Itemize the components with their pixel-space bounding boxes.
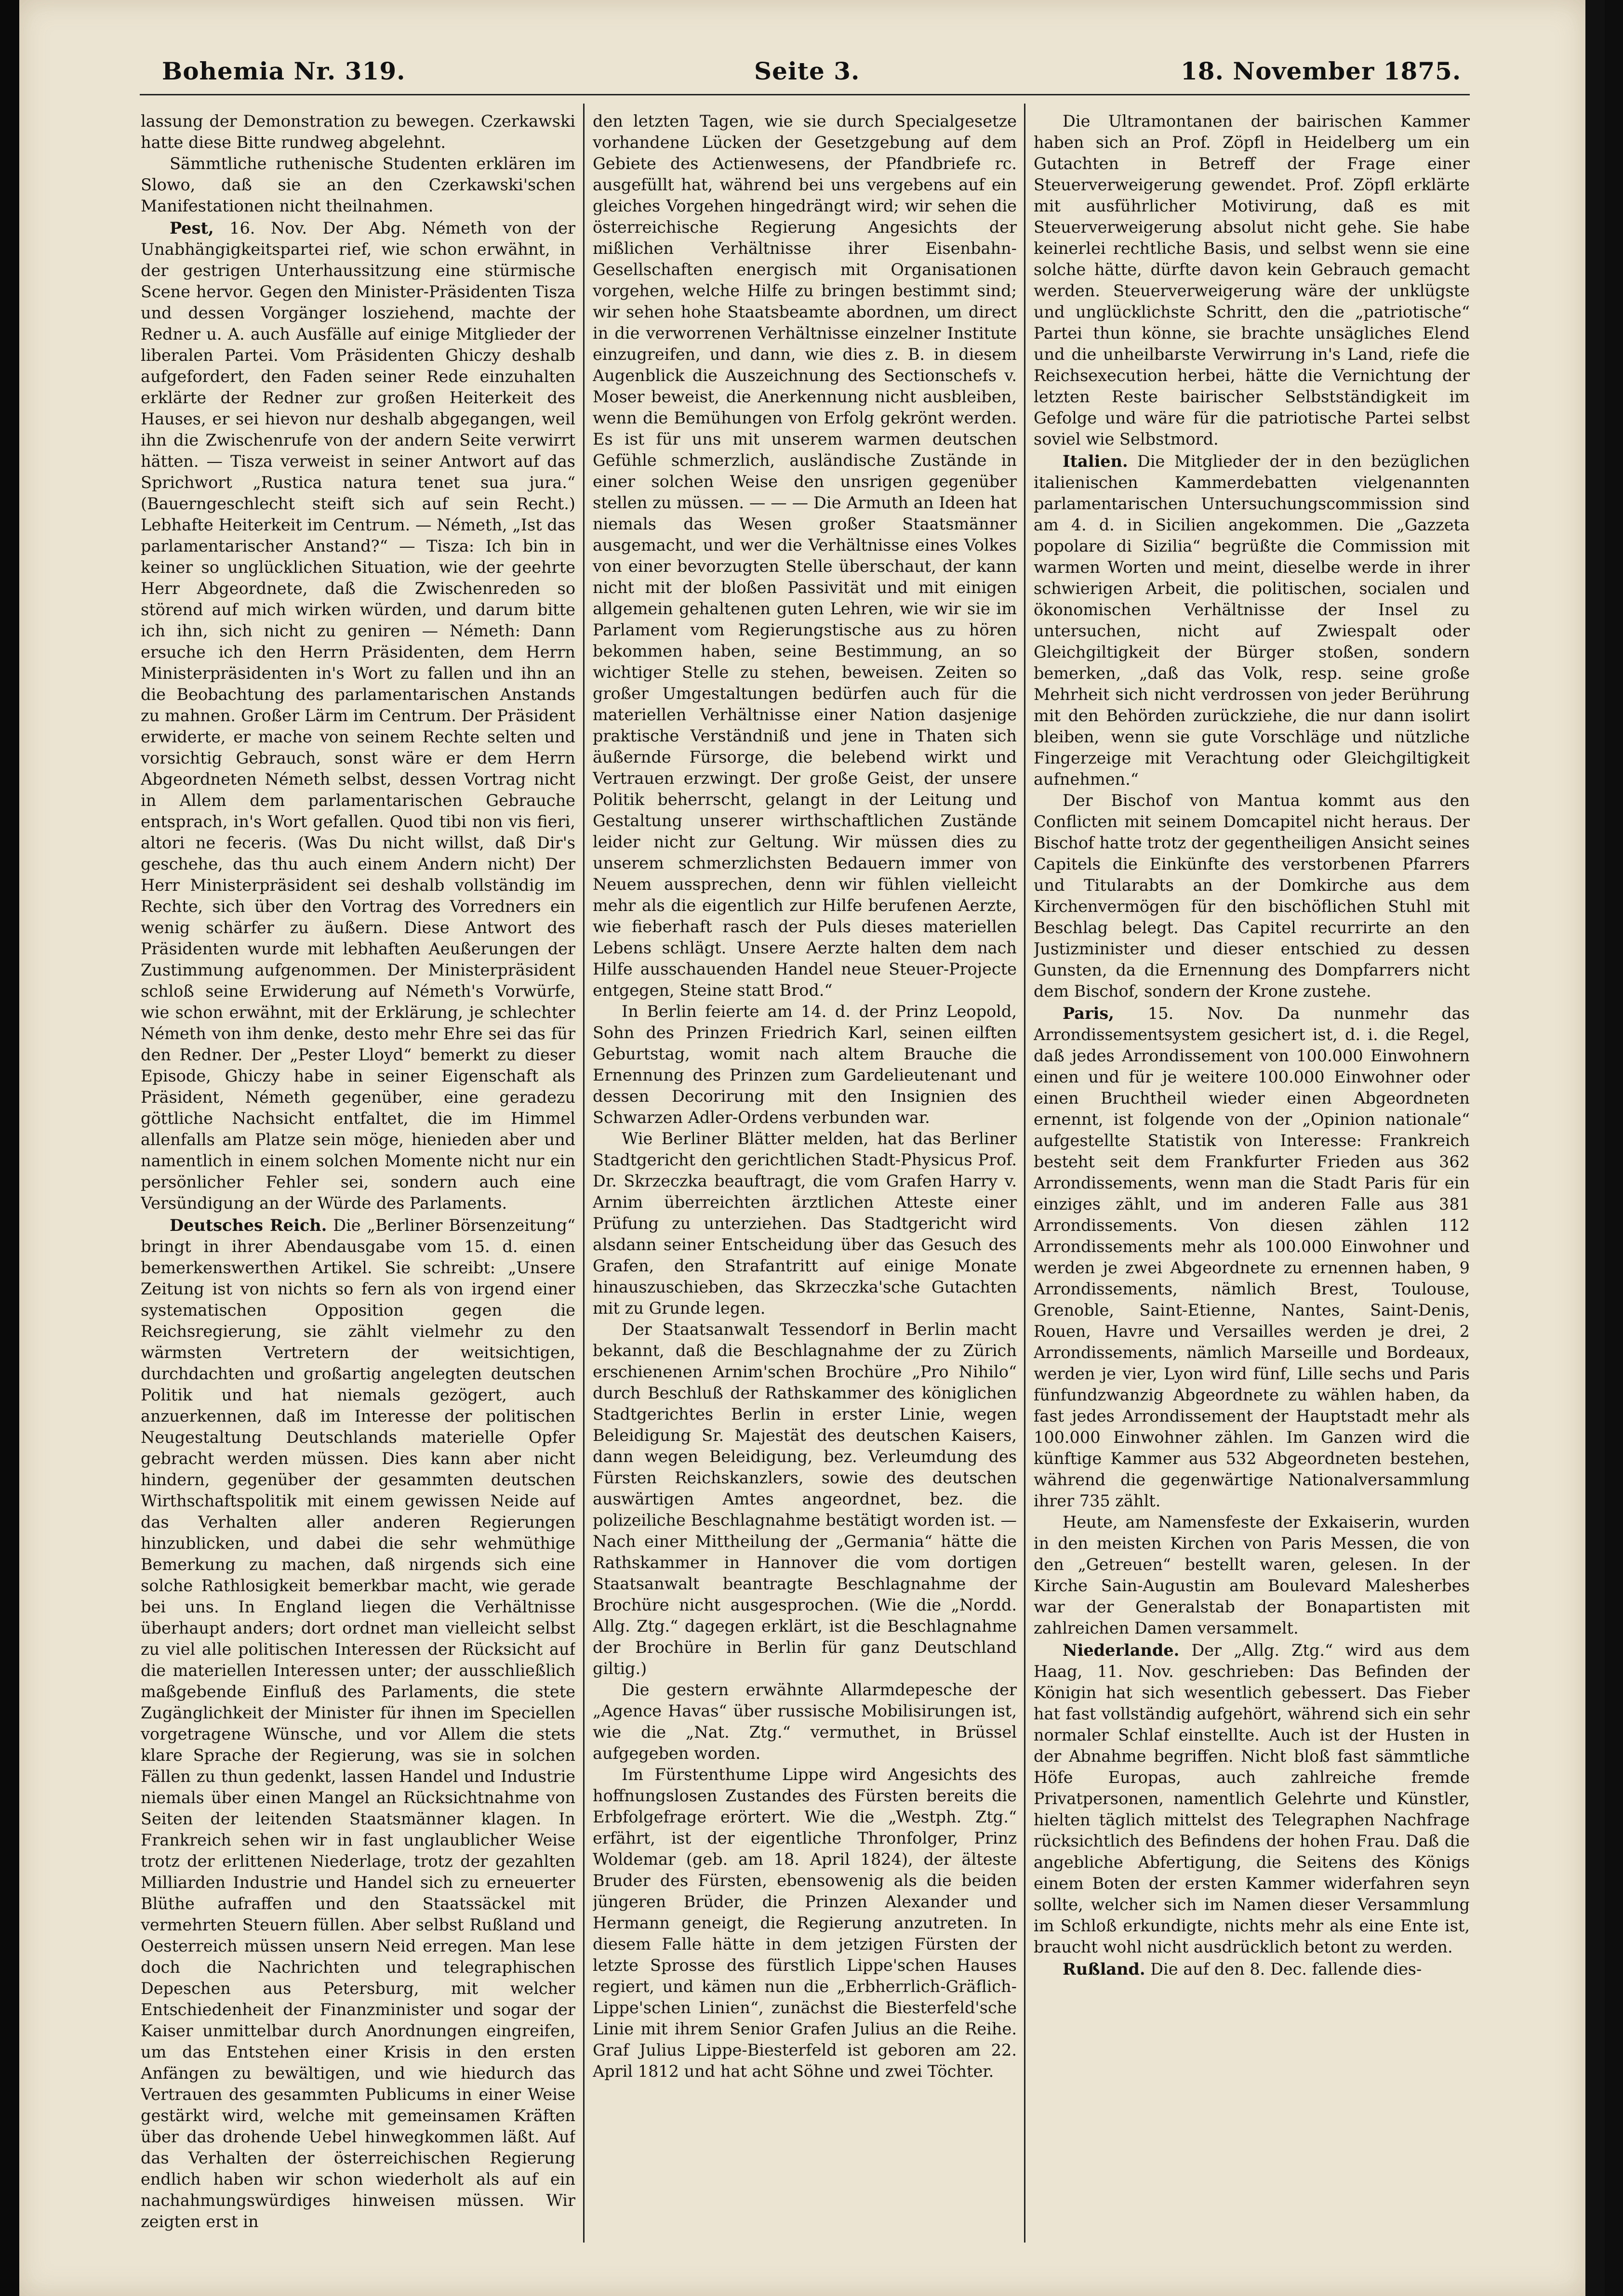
paragraph-text: den letzten Tagen, wie sie durch Specialgesetze vorhandene Lücken der Gesetzgebung auf dem Gebiete des Actienwesens, der Pfandbriefe rc. ausgefüllt hat, während bei uns vergebens auf ein gleiches Vorgehen hingedrängt wird; wir sehen die österreichische Regierung Angesichts der mißlichen Verhältnisse ihrer Eisenbahn-Gesellschaften energisch mit Organisationen vorgehen, welche Hilfe zu bringen bestimmt sind; wir sehen hohe Staatsbeamte abordnen, um direct in die verworrenen Verhältnisse einzelner Institute einzugreifen, und dann, wie dies z. B. in diesem Augenblick die Auszeichnung des Sectionschefs v. Moser beweist, die Anerkennung nicht ausbleiben, wenn die Bemühungen von Erfolg gekrönt werden. Es ist für uns mit unserem warmen deutschen Gefühle schmerzlich, ausländische Zustände in einer solchen Weise den unsrigen gegenüber stellen zu müssen. — — — Die Armuth an Ideen hat niemals das Wesen großer Staatsmänner ausgemacht, und wer die Verhältnisse eines Volkes von einer bevorzugten Stelle überschaut, der kann nicht mit der bloßen Passivität und mit einigen allgemein gehaltenen guten Lehren, wie wir sie im Parlament vom Regierungstische aus zu hören bekommen haben, seine Bestimmung, an so wichtiger Stelle zu stehen, beweisen. Zeiten so großer Umgestaltungen bedürfen auch für die materiellen Verhältnisse einer Nation dasjenige praktische Verständniß und jene in Thaten sich äußernde Fürsorge, die belebend wirkt und Vertrauen erzwingt. Der große Geist, der unsere Politik beherrscht, gelangt in der Leitung und Gestaltung unserer wirthschaftlichen Zustände leider nicht zur Geltung. Wir müssen dies zu unserem schmerzlichsten Bedauern immer von Neuem aussprechen, denn wir fühlen vielleicht mehr als die eigentlich zur Hilfe berufenen Aerzte, wie fieberhaft rasch der Puls dieses materiellen Lebens schlägt. Unsere Aerzte halten dem nach Hilfe ausschauenden Handel neue Steuer-Projecte entgegen, Steine statt Brod.“ [593, 112, 1017, 1000]
column-3 [1034, 111, 1470, 2240]
paragraph-text: Sämmtliche ruthenische Studenten erklären im Slowo, daß sie an den Czerkawski'schen Manifestationen nicht theilnahmen. [141, 154, 575, 215]
paragraph-text: Der Bischof von Mantua kommt aus den Conflicten mit seinem Domcapitel nicht heraus. Der Bischof hatte trotz der gegentheiligen Ansicht seines Capitels die Einkünfte des verstorbenen Pfarrers und Titularabts an der Domkirche aus dem Kirchenvermögen für den bischöflichen Stuhl mit Beschlag belegt. Das Capitel recurrirte an den Justizminister und dieser entschied zu dessen Gunsten, da die Ernennung des Dompfarrers nicht dem Bischof, sondern der Krone zustehe. [1034, 791, 1470, 1001]
paragraph [593, 1764, 1017, 2082]
section-heading: Niederlande. [1063, 1641, 1180, 1660]
header-page-number: Seite 3. [754, 57, 860, 85]
paragraph-text: Die gestern erwähnte Allarmdepesche der „Agence Havas“ über russische Mobilisirungen ist, wie die „Nat. Ztg.“ vermuthet, in Brüssel aufgegeben worden. [593, 1680, 1017, 1763]
column-1 [141, 111, 575, 2240]
paragraph [1034, 111, 1470, 450]
paragraph [1034, 451, 1470, 790]
paragraph-text: Wie Berliner Blätter melden, hat das Berliner Stadtgericht den gerichtlichen Stadt-Physicus Prof. Dr. Skrzeczka beauftragt, die vom Grafen Harry v. Arnim überreichten ärztlichen Atteste einer Prüfung zu unterziehen. Das Stadtgericht wird alsdann seiner Entscheidung über das Gesuch des Grafen, den Strafantritt auf einige Monate hinauszuschieben, das Skrzeczka'sche Gutachten mit zu Grunde legen. [593, 1129, 1017, 1318]
section-heading: Pest, [170, 219, 214, 238]
paragraph [593, 1001, 1017, 1128]
section-heading: Paris, [1063, 1004, 1114, 1023]
paragraph-text: Der „Allg. Ztg.“ wird aus dem Haag, 11. Nov. geschrieben: Das Befinden der Königin hat sich wesentlich gebessert. Das Fieber hat fast vollständig aufgehört, während sich ein sehr normaler Schlaf einstellte. Auch ist der Husten in der Abnahme begriffen. Nicht bloß fast sämmtliche Höfe Europas, auch zahlreiche fremde Privatpersonen, namentlich Gelehrte und Künstler, hielten täglich mittelst des Telegraphen Nachfrage rücksichtlich des Befindens der hohen Frau. Daß die angebliche Abfertigung, die Seitens des Königs einem Boten der ersten Kammer widerfahren seyn sollte, welcher sich im Namen dieser Versammlung im Schloß erkundigte, nichts mehr als eine Ente ist, braucht wohl nicht ausdrücklich betont zu werden. [1034, 1641, 1470, 1956]
paragraph [141, 218, 575, 1214]
paragraph [593, 1319, 1017, 1679]
section-heading: Italien. [1063, 452, 1128, 471]
right-edge-shadow [1605, 0, 1623, 2296]
paragraph-text: Die Mitglieder der in den bezüglichen italienischen Kammerdebatten vielgenannten parlamentarischen Untersuchungscommission sind am 4. d. in Sicilien angekommen. Die „Gazzeta popolare di Sizilia“ begrüßte die Commission mit warmen Worten und meint, dieselbe werde in ihrer schwierigen Arbeit, die politischen, socialen und ökonomischen Verhältnisse der Insel zu untersuchen, nicht auf Zwiespalt oder Gleichgiltigkeit der Bürger stoßen, sondern bemerken, „daß das Volk, resp. seine große Mehrheit sich nicht verdrossen von jeder Berührung mit den Behörden zurückziehe, die nur dann isolirt bleiben, wenn sie gute Vorschläge und nützliche Fingerzeige mit Verachtung oder Gleichgiltigkeit aufnehmen.“ [1034, 452, 1470, 789]
column-2 [593, 111, 1017, 2240]
paragraph-text: 15. Nov. Da nunmehr das Arrondissementsystem gesichert ist, d. i. die Regel, daß jedes Arrondissement von 100.000 Einwohnern einen und für je weitere 100.000 Einwohner oder einen Bruchtheil wieder einen Abgeordneten ernennt, ist folgende von der „Opinion nationale“ aufgestellte Statistik von Interesse: Frankreich besteht seit dem Frankfurter Frieden aus 362 Arrondissements, wenn man die Stadt Paris für ein einziges zählt, und im anderen Falle aus 381 Arrondissements. Von diesen zählen 112 Arrondissements mehr als 100.000 Einwohner und werden je zwei Abgeordnete zu ernennen haben, 9 Arrondissements, nämlich Brest, Toulouse, Grenoble, Saint-Etienne, Nantes, Saint-Denis, Rouen, Havre und Versailles werden je drei, 2 Arrondissements, nämlich Marseille und Bordeaux, werden je vier, Lyon wird fünf, Lille sechs und Paris fünfundzwanzig Abgeordnete zu wählen haben, da fast jedes Arrondissement der Hauptstadt mehr als 100.000 Einwohner zählen. Im Ganzen wird die künftige Kammer aus 532 Abgeordneten bestehen, während die gegenwärtige Nationalversammlung ihrer 735 zählt. [1034, 1004, 1470, 1510]
paragraph-text: Im Fürstenthume Lippe wird Angesichts des hoffnungslosen Zustandes des Fürsten bereits die Erbfolgefrage erörtert. Wie die „Westph. Ztg.“ erfährt, ist der eigentliche Thronfolger, Prinz Woldemar (geb. am 18. April 1824), der älteste Bruder des Fürsten, ebensowenig als die beiden jüngeren Brüder, die Prinzen Alexander und Hermann geneigt, die Regierung anzutreten. In diesem Falle hätte in dem jetzigen Fürsten der letzte Sprosse des fürstlich Lippe'schen Hauses regiert, und kämen nun die „Erbherrlich-Gräflich-Lippe'schen Linien“, zunächst die Biesterfeld'sche Linie mit ihrem Senior Grafen Julius an die Reihe. Graf Julius Lippe-Biesterfeld ist geboren am 22. April 1812 und hat acht Söhne und zwei Töchter. [593, 1765, 1017, 2081]
paragraph [1034, 1640, 1470, 1958]
paragraph-text: Die „Berliner Börsenzeitung“ bringt in ihrer Abendausgabe vom 15. d. einen bemerkenswerthen Artikel. Sie schreibt: „Unsere Zeitung ist von nichts so fern als von irgend einer systematischen Opposition gegen die Reichsregierung, sie zählt vielmehr zu den wärmsten Vertretern der weitsichtigen, durchdachten und großartig angelegten deutschen Politik und hat niemals gezögert, auch anzuerkennen, daß im Interesse der politischen Neugestaltung Deutschlands materielle Opfer gebracht werden müssen. Dies kann aber nicht hindern, gegenüber der gesammten deutschen Wirthschaftspolitik mit einem gewissen Neide auf das Verhalten aller anderen Regierungen hinzublicken, und dabei die sehr wehmüthige Bemerkung zu machen, daß nirgends sich eine solche Rathlosigkeit bemerkbar macht, wie gerade bei uns. In England liegen die Verhältnisse überhaupt anders; dort ordnet man vielleicht selbst zu viel alle politischen Interessen der Rücksicht auf die materiellen Interessen unter; der ausschließlich maßgebende Einfluß des Parlaments, die stete Zugänglichkeit der Minister für ihnen im Speciellen vorgetragene Wünsche, und vor Allem die stets klare Sprache der Regierung, was sie in solchen Fällen zu thun gedenkt, lassen Handel und Industrie niemals über einen Mangel an Rücksichtnahme von Seiten der leitenden Staatsmänner klagen. In Frankreich sehen wir in fast unglaublicher Weise trotz der erlittenen Niederlage, trotz der gezahlten Milliarden Industrie und Handel sich zu erneuerter Blüthe aufraffen und den Staatssäckel mit vermehrten Steuern füllen. Aber selbst Rußland und Oesterreich müssen unsern Neid erregen. Man lese doch die Nachrichten und telegraphischen Depeschen aus Petersburg, mit welcher Entschiedenheit der Finanzminister und sogar der Kaiser unmittelbar durch Anordnungen eingreifen, um das Entstehen einer Krisis in den ersten Anfängen zu bewältigen, und wie hiedurch das Vertrauen des gesammten Publicums in einer Weise gestärkt wird, welche mit gemeinsamen Kräften über das drohende Uebel hinwegkommen läßt. Auf das Verhalten der österreichischen Regierung endlich haben wir schon wiederholt als auf ein nachahmungswürdiges hinweisen müssen. Wir zeigten erst in [141, 1216, 575, 2231]
paragraph-text: Die auf den 8. Dec. fallende dies- [1145, 1960, 1422, 1979]
header-rule [140, 94, 1470, 95]
header-masthead: Bohemia Nr. 319. [162, 57, 406, 85]
paragraph [1034, 1512, 1470, 1639]
paragraph [141, 1215, 575, 2232]
paragraph [141, 153, 575, 217]
paragraph [1034, 1959, 1470, 1980]
column-rule-2 [1024, 104, 1025, 2243]
paragraph [593, 1128, 1017, 1319]
binding-shadow [0, 0, 19, 2296]
section-heading: Rußland. [1063, 1960, 1145, 1979]
paragraph-text: Die Ultramontanen der bairischen Kammer haben sich an Prof. Zöpfl in Heidelberg um ein Gutachten in Betreff der Frage einer Steuerverweigerung gewendet. Prof. Zöpfl erklärte mit ausführlicher Motivirung, daß es mit Steuerverweigerung absolut nicht gehe. Sie habe keinerlei rechtliche Basis, und selbst wenn sie eine solche hätte, dürfte davon kein Gebrauch gemacht werden. Steuerverweigerung wäre der unklügste und unglücklichste Schritt, den die „patriotische“ Partei thun könne, sie brachte unsägliches Elend und die unheilbarste Verwirrung in's Land, riefe die Reichsexecution herbei, hätte die Vernichtung der letzten Reste bairischer Selbstständigkeit im Gefolge und wäre für die patriotische Partei selbst soviel wie Selbstmord. [1034, 112, 1470, 449]
paragraph-text: lassung der Demonstration zu bewegen. Czerkawski hatte diese Bitte rundweg abgelehnt. [141, 112, 575, 152]
header-date: 18. November 1875. [1181, 57, 1462, 85]
paragraph [593, 111, 1017, 1001]
column-rule-1 [583, 104, 585, 2243]
paragraph-text: Der Staatsanwalt Tessendorf in Berlin macht bekannt, daß die Beschlagnahme der zu Zürich erschienenen Arnim'schen Brochüre „Pro Nihilo“ durch Beschluß der Rathskammer des königlichen Stadtgerichtes Berlin in erster Linie, wegen Beleidigung Sr. Majestät des deutschen Kaisers, dann wegen Beleidigung, bez. Verleumdung des Fürsten Reichskanzlers, sowie des deutschen auswärtigen Amtes angeordnet, bez. die polizeiliche Beschlagnahme bestätigt worden ist. — Nach einer Mittheilung der „Germania“ hätte die Rathskammer in Hannover die vom dortigen Staatsanwalt beantragte Beschlagnahme der Brochüre nicht ausgesprochen. (Wie die „Nordd. Allg. Ztg.“ dagegen erklärt, ist die Beschlagnahme der Brochüre in Berlin für ganz Deutschland giltig.) [593, 1320, 1017, 1678]
paragraph [141, 111, 575, 153]
newspaper-page [19, 0, 1585, 2296]
section-heading: Deutsches Reich. [170, 1216, 327, 1235]
paragraph-text: Heute, am Namensfeste der Exkaiserin, wurden in den meisten Kirchen von Paris Messen, die von den „Getreuen“ bestellt waren, gelesen. In der Kirche Sain-Augustin am Boulevard Malesherbes war der Generalstab der Bonapartisten mit zahlreichen Damen versammelt. [1034, 1513, 1470, 1637]
paragraph [1034, 790, 1470, 1002]
paragraph-text: 16. Nov. Der Abg. Németh von der Unabhängigkeitspartei rief, wie schon erwähnt, in der gestrigen Unterhaussitzung eine stürmische Scene hervor. Gegen den Minister-Präsidenten Tisza und dessen Vorgänger losziehend, machte der Redner u. A. auch Ausfälle auf einige Mitglieder der liberalen Partei. Vom Präsidenten Ghiczy deshalb aufgefordert, den Faden seiner Rede einzuhalten erklärte der Redner zur großen Heiterkeit des Hauses, er sei hievon nur deshalb abgegangen, weil ihn die Zwischenrufe von der andern Seite verwirrt hätten. — Tisza verweist in seiner Antwort auf das Sprichwort „Rustica natura tenet sua jura.“ (Bauerngeschlecht steift sich auf sein Recht.) Lebhafte Heiterkeit im Centrum. — Németh, „Ist das parlamentarischer Anstand?“ — Tisza: Ich bin in keiner so unglücklichen Situation, wie der geehrte Herr Abgeordnete, daß die Zwischenreden so störend auf mich wirken würden, und darum bitte ich ihn, sich nicht zu geniren — Németh: Dann ersuche ich den Herrn Präsidenten, dem Herrn Ministerpräsidenten in's Wort zu fallen und ihn an die Beobachtung des parlamentarischen Anstands zu mahnen. Großer Lärm im Centrum. Der Präsident erwiderte, er mache von seinem Rechte selten und vorsichtig Gebrauch, sonst wäre er dem Herrn Abgeordneten Németh selbst, dessen Vortrag nicht in Allem dem parlamentarischen Gebrauche entsprach, in's Wort gefallen. Quod tibi non vis fieri, altori ne feceris. (Was Du nicht willst, daß Dir's geschehe, das thu auch einem Andern nicht) Der Herr Ministerpräsident sei deshalb vollständig im Rechte, sich über den Vortrag des Vorredners ein wenig schärfer zu äußern. Diese Antwort des Präsidenten wurde mit lebhaften Aeußerungen der Zustimmung aufgenommen. Der Ministerpräsident schloß seine Erwiderung auf Németh's Vorwürfe, wie schon erwähnt, mit der Erklärung, je schlechter Németh von ihm denke, desto mehr Ehre sei das für den Redner. Der „Pester Lloyd“ bemerkt zu dieser Episode, Ghiczy habe in seiner Eigenschaft als Präsident, Németh gegenüber, eine geradezu göttliche Nachsicht entfaltet, die im Himmel allenfalls am Platze sein möge, hienieden aber und namentlich in einem solchen Momente nicht nur ein persönlicher Fehler sei, sondern auch eine Versündigung an der Würde des Parlaments. [141, 219, 575, 1213]
paragraph [593, 1679, 1017, 1764]
paragraph [1034, 1003, 1470, 1512]
paragraph-text: In Berlin feierte am 14. d. der Prinz Leopold, Sohn des Prinzen Friedrich Karl, seinen eilften Geburtstag, womit nach altem Brauche die Ernennung des Prinzen zum Gardelieutenant und dessen Decorirung mit den Insignien des Schwarzen Adler-Ordens verbunden war. [593, 1002, 1017, 1127]
